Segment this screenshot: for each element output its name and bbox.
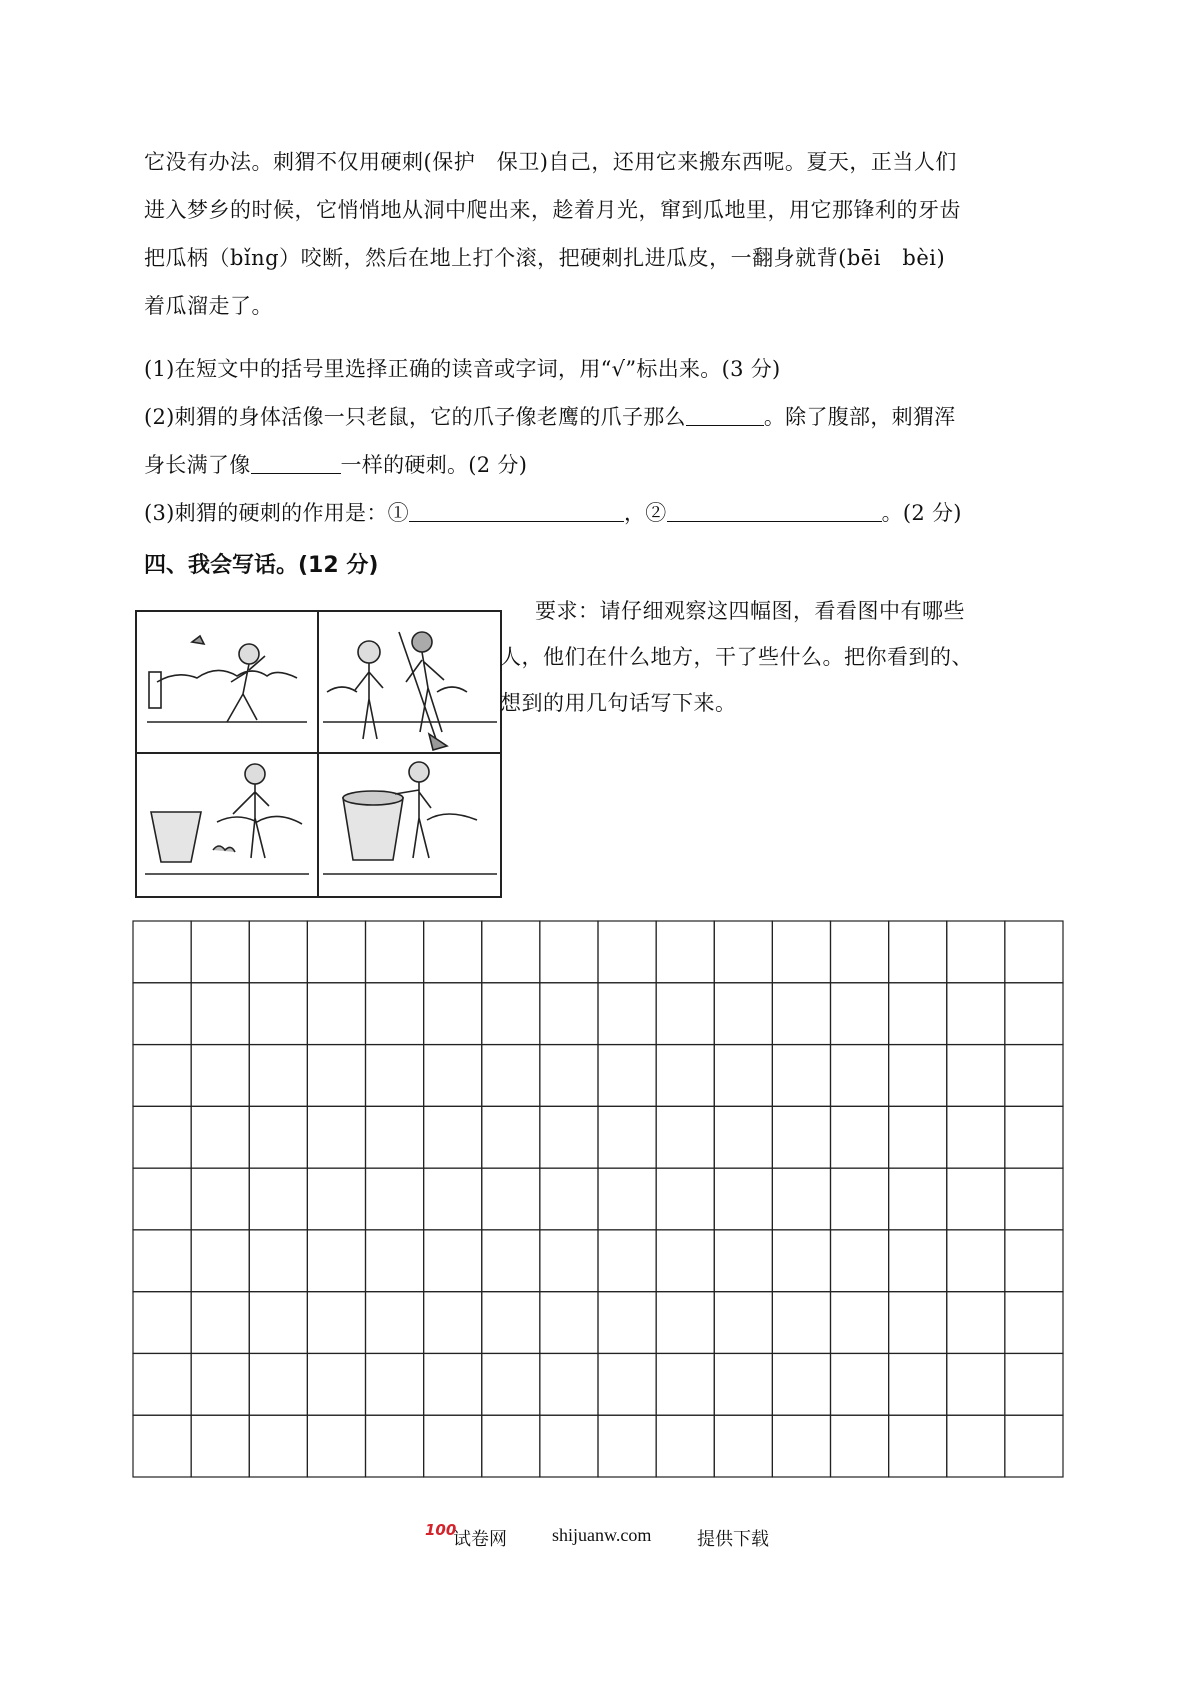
grid-cell[interactable]: [249, 921, 307, 983]
grid-cell[interactable]: [947, 1292, 1005, 1354]
grid-cell[interactable]: [889, 1045, 947, 1107]
grid-cell[interactable]: [482, 1353, 540, 1415]
grid-cell[interactable]: [307, 1353, 365, 1415]
grid-cell[interactable]: [598, 921, 656, 983]
question-3-text-a: (3)刺猬的硬刺的作用是：①: [144, 501, 409, 525]
passage-line-1: 它没有办法。刺猬不仅用硬刺(保护 保卫)自己，还用它来搬东西呢。夏天，正当人们: [144, 150, 957, 174]
grid-cell[interactable]: [366, 1415, 424, 1477]
question-3: [144, 489, 1059, 537]
passage-line-4: 着瓜溜走了。: [144, 294, 273, 318]
grid-cell[interactable]: [889, 1415, 947, 1477]
grid-cell[interactable]: [1005, 921, 1063, 983]
grid-cell[interactable]: [540, 1106, 598, 1168]
grid-cell[interactable]: [133, 1353, 191, 1415]
grid-cell[interactable]: [947, 921, 1005, 983]
grid-cell[interactable]: [191, 1415, 249, 1477]
answer-blank-use-2[interactable]: [667, 499, 882, 522]
grid-cell[interactable]: [366, 1353, 424, 1415]
grid-cell[interactable]: [540, 1230, 598, 1292]
grid-cell[interactable]: [831, 1168, 889, 1230]
grid-cell[interactable]: [714, 1415, 772, 1477]
grid-cell[interactable]: [191, 1168, 249, 1230]
grid-cell[interactable]: [191, 1292, 249, 1354]
grid-cell[interactable]: [424, 1353, 482, 1415]
grid-cell[interactable]: [598, 1045, 656, 1107]
grid-cell[interactable]: [598, 1415, 656, 1477]
grid-cell[interactable]: [714, 1230, 772, 1292]
grid-cell[interactable]: [482, 921, 540, 983]
grid-cell[interactable]: [307, 1415, 365, 1477]
grid-cell[interactable]: [540, 1168, 598, 1230]
question-1: (1)在短文中的括号里选择正确的读音或字词，用“√”标出来。(3 分): [144, 357, 781, 381]
question-2-line-2: [144, 441, 1059, 489]
grid-cell[interactable]: [598, 1292, 656, 1354]
grid-cell[interactable]: [482, 1415, 540, 1477]
grid-cell[interactable]: [947, 1045, 1005, 1107]
grid-cell[interactable]: [424, 1106, 482, 1168]
grid-cell[interactable]: [772, 1168, 830, 1230]
grid-cell[interactable]: [831, 1106, 889, 1168]
reading-passage: [144, 138, 1059, 330]
grid-cell[interactable]: [947, 1353, 1005, 1415]
grid-cell[interactable]: [307, 1168, 365, 1230]
grid-cell[interactable]: [831, 1415, 889, 1477]
grid-cell[interactable]: [424, 1292, 482, 1354]
download-note: 提供下载: [697, 1529, 769, 1550]
requirement-line-3: 想到的用几句话写下来。: [500, 691, 737, 715]
grid-cell[interactable]: [424, 1045, 482, 1107]
grid-cell[interactable]: [482, 1168, 540, 1230]
grid-cell[interactable]: [133, 1230, 191, 1292]
grid-cell[interactable]: [307, 983, 365, 1045]
panel-4-boy-using-bin: [323, 762, 497, 874]
grid-cell[interactable]: [656, 1415, 714, 1477]
grid-cell[interactable]: [714, 1353, 772, 1415]
question-2-text-b: 。除了腹部，刺猬浑: [763, 405, 956, 429]
question-2-text-d: 一样的硬刺。(2 分): [340, 453, 528, 477]
grid-cell[interactable]: [540, 1292, 598, 1354]
grid-cell[interactable]: [191, 921, 249, 983]
requirement-line-2: 人，他们在什么地方，干了些什么。把你看到的、: [500, 645, 973, 669]
grid-cell[interactable]: [831, 983, 889, 1045]
answer-blank-spines[interactable]: [251, 451, 341, 474]
grid-cell[interactable]: [191, 1230, 249, 1292]
grid-cell[interactable]: [133, 1168, 191, 1230]
grid-cell[interactable]: [133, 1415, 191, 1477]
grid-cell[interactable]: [598, 1106, 656, 1168]
grid-cell[interactable]: [366, 1106, 424, 1168]
section-4-heading: 四、我会写话。(12 分): [144, 553, 379, 578]
grid-cell[interactable]: [540, 983, 598, 1045]
grid-cell[interactable]: [424, 1415, 482, 1477]
grid-cell[interactable]: [831, 921, 889, 983]
grid-cell[interactable]: [133, 1106, 191, 1168]
grid-cell[interactable]: [656, 983, 714, 1045]
grid-cell[interactable]: [772, 1230, 830, 1292]
grid-cell[interactable]: [656, 1106, 714, 1168]
grid-cell[interactable]: [424, 1168, 482, 1230]
grid-cell[interactable]: [889, 983, 947, 1045]
grid-cell[interactable]: [366, 983, 424, 1045]
grid-cell[interactable]: [366, 1292, 424, 1354]
grid-cell[interactable]: [366, 1230, 424, 1292]
question-3-text-b: ，②: [623, 501, 667, 525]
grid-cell[interactable]: [307, 1106, 365, 1168]
grid-cell[interactable]: [482, 983, 540, 1045]
grid-cell[interactable]: [772, 1045, 830, 1107]
grid-cell[interactable]: [772, 1415, 830, 1477]
grid-cell[interactable]: [191, 1045, 249, 1107]
grid-cell[interactable]: [249, 983, 307, 1045]
grid-cell[interactable]: [889, 1230, 947, 1292]
grid-cell[interactable]: [889, 1106, 947, 1168]
passage-line-2: 进入梦乡的时候，它悄悄地从洞中爬出来，趁着月光，窜到瓜地里，用它那锋利的牙齿: [144, 198, 961, 222]
grid-cell[interactable]: [598, 983, 656, 1045]
grid-cell[interactable]: [772, 1353, 830, 1415]
grid-cell[interactable]: [424, 983, 482, 1045]
grid-cell[interactable]: [191, 1106, 249, 1168]
grid-cell[interactable]: [307, 921, 365, 983]
grid-cell[interactable]: [1005, 1292, 1063, 1354]
grid-cell[interactable]: [656, 1168, 714, 1230]
grid-cell[interactable]: [656, 1045, 714, 1107]
grid-cell[interactable]: [249, 1168, 307, 1230]
grid-cell[interactable]: [714, 1292, 772, 1354]
grid-cell[interactable]: [947, 983, 1005, 1045]
grid-cell[interactable]: [1005, 1045, 1063, 1107]
grid-cell[interactable]: [540, 1353, 598, 1415]
grid-cell[interactable]: [424, 921, 482, 983]
grid-cell[interactable]: [366, 1045, 424, 1107]
grid-cell[interactable]: [598, 1230, 656, 1292]
grid-cell[interactable]: [307, 1230, 365, 1292]
question-2-text-c: 身长满了像: [144, 453, 251, 477]
grid-cell[interactable]: [1005, 1415, 1063, 1477]
grid-cell[interactable]: [249, 1045, 307, 1107]
grid-cell[interactable]: [656, 1292, 714, 1354]
grid-cell[interactable]: [540, 921, 598, 983]
grid-cell[interactable]: [831, 1292, 889, 1354]
grid-cell[interactable]: [656, 1230, 714, 1292]
grid-cell[interactable]: [947, 1415, 1005, 1477]
grid-cell[interactable]: [831, 1230, 889, 1292]
grid-cell[interactable]: [482, 1045, 540, 1107]
grid-cell[interactable]: [133, 921, 191, 983]
grid-cell[interactable]: [889, 1353, 947, 1415]
questions: [144, 345, 1059, 537]
grid-cell[interactable]: [540, 1415, 598, 1477]
grid-cell[interactable]: [947, 1106, 1005, 1168]
grid-cell[interactable]: [656, 1353, 714, 1415]
passage-line-3: 把瓜柄（bǐng）咬断，然后在地上打个滚，把硬刺扎进瓜皮，一翻身就背(bēi bèi): [144, 246, 946, 270]
requirement-line-1: 要求：请仔细观察这四幅图，看看图中有哪些: [535, 599, 965, 623]
grid-cell[interactable]: [482, 1230, 540, 1292]
question-2-line-1: [144, 393, 1059, 441]
grid-cell[interactable]: [598, 1353, 656, 1415]
panel-2-boy-and-sweeper: [323, 632, 497, 750]
grid-cell[interactable]: [307, 1045, 365, 1107]
grid-cell[interactable]: [714, 1106, 772, 1168]
grid-cell[interactable]: [598, 1168, 656, 1230]
grid-cell[interactable]: [249, 1415, 307, 1477]
grid-cell[interactable]: [249, 1230, 307, 1292]
answer-blank-use-1[interactable]: [409, 499, 624, 522]
grid-cell[interactable]: [772, 983, 830, 1045]
grid-cell[interactable]: [366, 921, 424, 983]
question-2-text-a: (2)刺猬的身体活像一只老鼠，它的爪子像老鹰的爪子那么: [144, 405, 686, 429]
grid-cell[interactable]: [1005, 1353, 1063, 1415]
grid-cell[interactable]: [1005, 1106, 1063, 1168]
grid-cell[interactable]: [772, 1292, 830, 1354]
grid-cell[interactable]: [191, 1353, 249, 1415]
grid-cell[interactable]: [366, 1168, 424, 1230]
grid-cell[interactable]: [714, 983, 772, 1045]
grid-cell[interactable]: [889, 1168, 947, 1230]
grid-cell[interactable]: [133, 1045, 191, 1107]
grid-cell[interactable]: [307, 1292, 365, 1354]
grid-cell[interactable]: [1005, 1168, 1063, 1230]
question-3-text-c: 。(2 分): [881, 501, 962, 525]
grid-cell[interactable]: [889, 1292, 947, 1354]
grid-cell[interactable]: [831, 1045, 889, 1107]
grid-cell[interactable]: [831, 1353, 889, 1415]
grid-cell[interactable]: [656, 921, 714, 983]
site-logo: 100: [425, 1521, 457, 1539]
grid-cell[interactable]: [540, 1045, 598, 1107]
grid-cell[interactable]: [772, 1106, 830, 1168]
panel-1-boy-littering: [147, 636, 307, 722]
site-name: 试卷网: [453, 1529, 507, 1550]
grid-cell[interactable]: [714, 1168, 772, 1230]
four-panel-picture: [135, 610, 502, 898]
grid-cell[interactable]: [249, 1353, 307, 1415]
grid-cell[interactable]: [714, 921, 772, 983]
site-url[interactable]: shijuanw.com: [552, 1525, 652, 1545]
grid-cell[interactable]: [947, 1230, 1005, 1292]
grid-cell[interactable]: [772, 921, 830, 983]
writing-grid[interactable]: [132, 920, 1064, 1478]
writing-requirements: [500, 588, 1061, 726]
grid-cell[interactable]: [1005, 1230, 1063, 1292]
grid-cell[interactable]: [133, 983, 191, 1045]
grid-cell[interactable]: [1005, 983, 1063, 1045]
grid-cell[interactable]: [191, 983, 249, 1045]
grid-cell[interactable]: [133, 1292, 191, 1354]
grid-cell[interactable]: [249, 1106, 307, 1168]
panel-3-boy-picking-up: [145, 764, 309, 874]
grid-cell[interactable]: [424, 1230, 482, 1292]
grid-cell[interactable]: [482, 1292, 540, 1354]
grid-cell[interactable]: [714, 1045, 772, 1107]
grid-cell[interactable]: [249, 1292, 307, 1354]
answer-blank-claw[interactable]: [686, 403, 764, 426]
grid-cell[interactable]: [947, 1168, 1005, 1230]
grid-cell[interactable]: [482, 1106, 540, 1168]
grid-cell[interactable]: [889, 921, 947, 983]
